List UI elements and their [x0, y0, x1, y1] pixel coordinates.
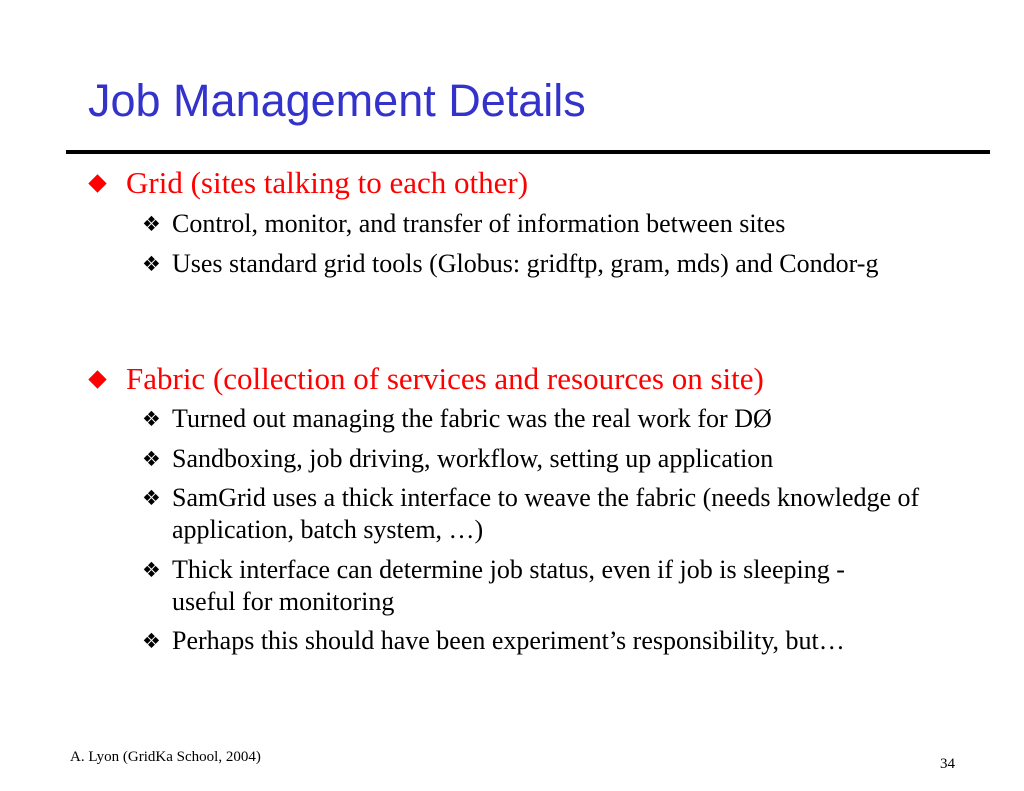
- bullet-item: Sandboxing, job driving, workflow, setting up application: [172, 444, 774, 473]
- four-petal-bullet-icon: ❖: [142, 407, 161, 431]
- section-heading-fabric: Fabric (collection of services and resources on site): [126, 361, 764, 396]
- title-divider: [66, 150, 990, 154]
- footer-credit: A. Lyon (GridKa School, 2004): [70, 749, 261, 765]
- four-petal-bullet-icon: ❖: [142, 558, 161, 582]
- four-petal-bullet-icon: ❖: [142, 212, 161, 236]
- bullet-item: Control, monitor, and transfer of information between sites: [172, 209, 786, 238]
- four-petal-bullet-icon: ❖: [142, 252, 161, 276]
- red-diamond-bullet-icon: [88, 370, 106, 388]
- slide-title: Job Management Details: [88, 75, 586, 126]
- bullet-item: Thick interface can determine job status, even if job is sleeping - useful for monitoring: [172, 555, 845, 616]
- four-petal-bullet-icon: ❖: [142, 447, 161, 471]
- red-diamond-bullet-icon: [88, 174, 106, 192]
- bullet-item: SamGrid uses a thick interface to weave the fabric (needs knowledge of application, batch system, …): [172, 483, 920, 544]
- bullet-item: Perhaps this should have been experiment’s responsibility, but…: [172, 626, 845, 655]
- bullet-item: Turned out managing the fabric was the real work for DØ: [172, 404, 772, 433]
- page-number: 34: [940, 756, 955, 772]
- four-petal-bullet-icon: ❖: [142, 629, 161, 653]
- bullet-item: Uses standard grid tools (Globus: gridftp, gram, mds) and Condor-g: [172, 249, 879, 278]
- section-heading-grid: Grid (sites talking to each other): [126, 165, 529, 200]
- four-petal-bullet-icon: ❖: [142, 486, 161, 510]
